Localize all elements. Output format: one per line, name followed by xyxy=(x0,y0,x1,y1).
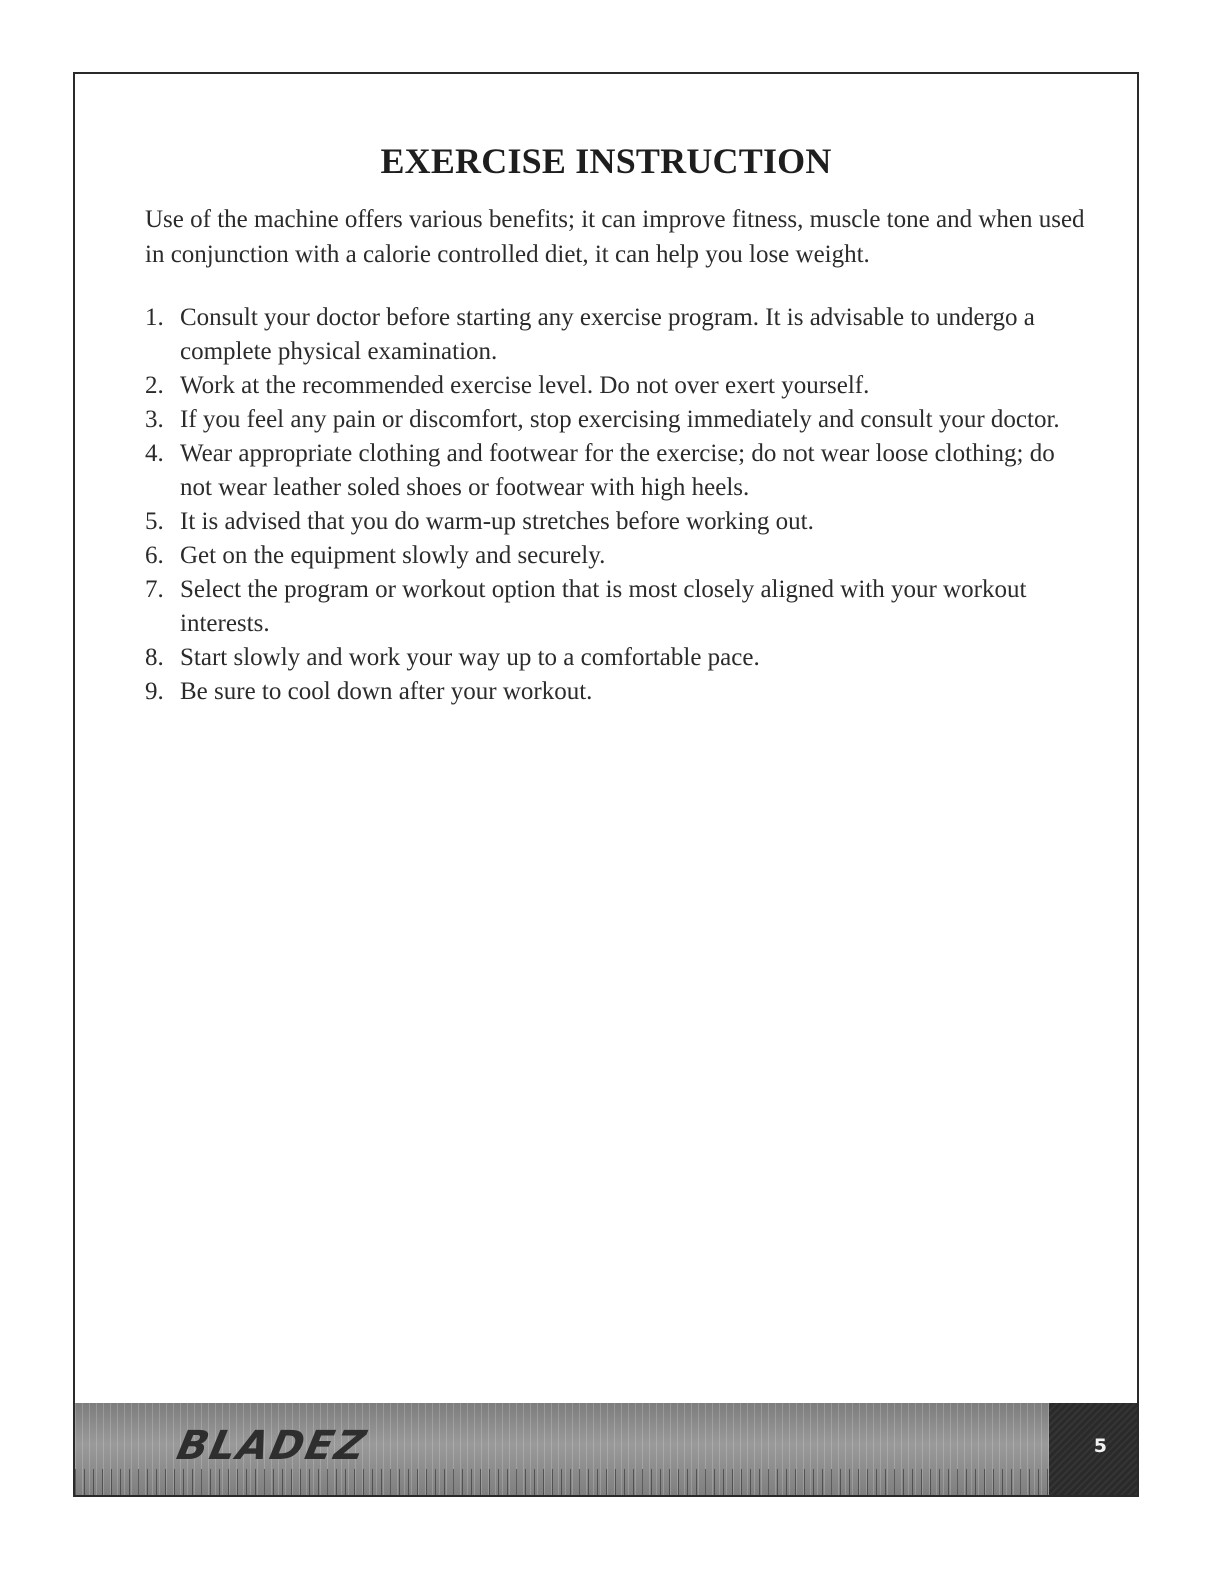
list-item xyxy=(145,369,1075,403)
brand-logo: BLADEZ xyxy=(173,1423,372,1469)
list-item-number: 9. xyxy=(145,678,164,705)
footer-stripe-pattern xyxy=(75,1469,1050,1495)
page-frame xyxy=(73,72,1139,1497)
list-item-text: Consult your doctor before starting any exercise program. It is advisable to undergo a complete physical examination. xyxy=(180,304,1035,365)
list-item xyxy=(145,675,1075,709)
footer-band xyxy=(75,1403,1137,1495)
list-item-text: It is advised that you do warm-up stretches before working out. xyxy=(180,508,814,535)
list-item xyxy=(145,403,1075,437)
list-item-number: 7. xyxy=(145,576,164,603)
list-item xyxy=(145,301,1075,369)
list-item-text: Get on the equipment slowly and securely. xyxy=(180,542,606,569)
list-item-text: Start slowly and work your way up to a comfortable pace. xyxy=(180,644,760,671)
list-item-text: If you feel any pain or discomfort, stop exercising immediately and consult your doctor. xyxy=(180,406,1060,433)
list-item-number: 8. xyxy=(145,644,164,671)
list-item-number: 5. xyxy=(145,508,164,535)
list-item-number: 2. xyxy=(145,372,164,399)
list-item-text: Be sure to cool down after your workout. xyxy=(180,678,593,705)
page-title: EXERCISE INSTRUCTION xyxy=(380,141,832,181)
intro-paragraph: Use of the machine offers various benefits; it can improve fitness, muscle tone and when used in conjunction with a calorie controlled diet, it can help you lose weight. xyxy=(145,206,1085,268)
list-item xyxy=(145,539,1075,573)
page-number: 5 xyxy=(1093,1435,1107,1457)
instruction-list xyxy=(145,301,1075,709)
list-item-number: 4. xyxy=(145,440,164,467)
list-item-text: Wear appropriate clothing and footwear for the exercise; do not wear loose clothing; do not wear leather soled shoes or footwear with high heels. xyxy=(180,440,1055,501)
list-item xyxy=(145,437,1075,505)
list-item-text: Select the program or workout option that is most closely aligned with your workout interests. xyxy=(180,576,1027,637)
list-item xyxy=(145,641,1075,675)
page-number-box xyxy=(1049,1403,1137,1495)
list-item xyxy=(145,573,1075,641)
list-item-number: 1. xyxy=(145,304,164,331)
list-item-number: 6. xyxy=(145,542,164,569)
list-item-number: 3. xyxy=(145,406,164,433)
list-item xyxy=(145,505,1075,539)
list-item-text: Work at the recommended exercise level. Do not over exert yourself. xyxy=(180,372,870,399)
